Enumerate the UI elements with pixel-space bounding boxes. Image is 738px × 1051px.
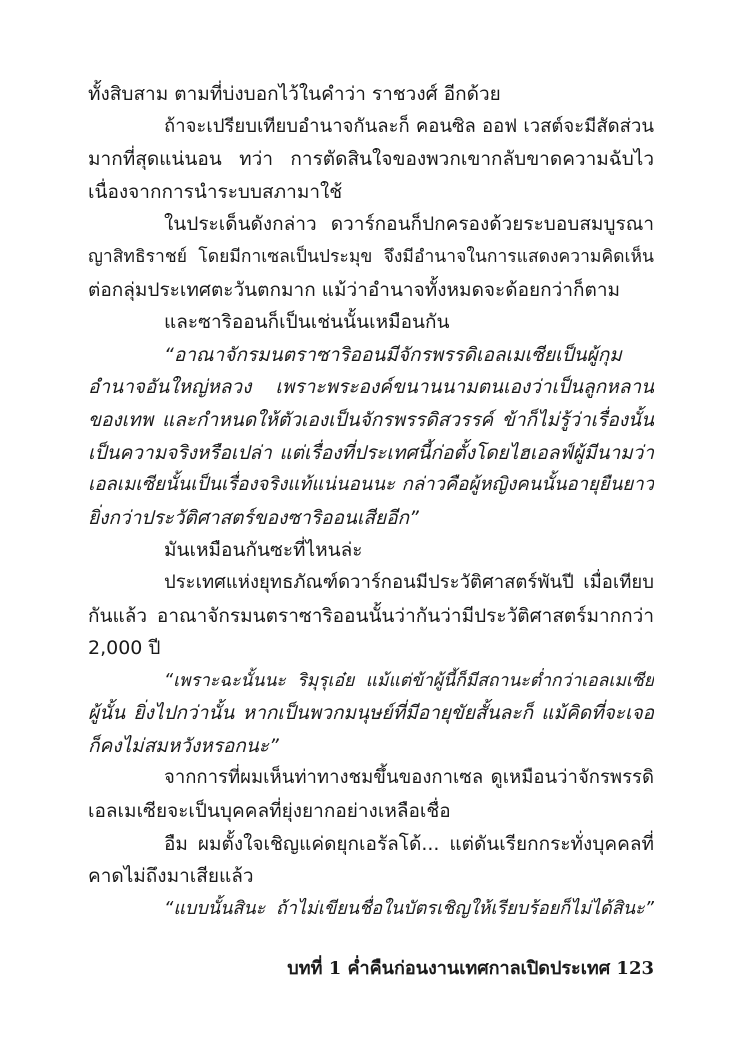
dialogue-line: ก็คงไม่สมหวังหรอกนะ” (88, 734, 279, 757)
text-line: ประเทศแห่งยุทธภัณฑ์ดวาร์กอนมีประวัติศาสตร์พันปี เมื่อเทียบ (164, 571, 654, 593)
text-line: คาดไม่ถึงมาเสียแล้ว (88, 865, 254, 888)
text-line: ต่อกลุ่มประเทศตะวันตกมาก แม้ว่าอำนาจทั้งหมดจะด้อยกว่าก็ตาม (88, 278, 621, 301)
text-line: และซาริออนก็เป็นเช่นนั้นเหมือนกัน (164, 311, 450, 334)
text-line: อืม ผมตั้งใจเชิญแค่ดยุกเอรัลโด้... แต่ดันเรียกกระทั่งบุคคลที่ (164, 832, 654, 855)
text-line: กันแล้ว อาณาจักรมนตราซาริออนนั้นว่ากันว่ามีประวัติศาสตร์มากกว่า (88, 604, 654, 627)
dialogue-line: “เพราะฉะนั้นนะ ริมุรุเอ๋ย แม้แต่ข้าผู้นี้ก็มีสถานะต่ำกว่าเอลเมเซีย (164, 670, 654, 691)
page-body (88, 78, 654, 925)
text-line: เอลเมเซียจะเป็นบุคคลที่ยุ่งยากอย่างเหลือเชื่อ (88, 800, 451, 823)
dialogue-line: “แบบนั้นสินะ ถ้าไม่เขียนชื่อในบัตรเชิญให้เรียบร้อยก็ไม่ได้สินะ” (164, 897, 654, 919)
dialogue-line: เป็นความจริงหรือเปล่า แต่เรื่องที่ประเทศนี้ก่อตั้งโดยไฮเอลฟ์ผู้มีนามว่า (88, 441, 654, 464)
dialogue-line: ยิ่งกว่าประวัติศาสตร์ของซาริออนเสียอีก” (88, 506, 419, 529)
text-line: จากการที่ผมเห็นท่าทางชมขึ้นของกาเซล ดูเหมือนว่าจักรพรรดิ (164, 767, 654, 789)
dialogue-line: อำนาจอันใหญ่หลวง เพราะพระองค์ขนานนามตนเองว่าเป็นลูกหลาน (88, 376, 654, 399)
dialogue-line: “อาณาจักรมนตราซาริออนมีจักรพรรดิเอลเมเซียเป็นผู้กุม (164, 343, 622, 366)
dialogue-line: ผู้นั้น ยิ่งไปกว่านั้น หากเป็นพวกมนุษย์ที่มีอายุขัยสั้นละก็ แม้คิดที่จะเจอ (88, 702, 654, 725)
dialogue-line: เอลเมเซียนั้นเป็นเรื่องจริงแท้แน่นอนนะ กล่าวคือผู้หญิงคนนั้นอายุยืนยาว (88, 474, 654, 496)
text-line: มันเหมือนกันซะที่ไหนล่ะ (164, 539, 363, 562)
dialogue-line: ของเทพ และกำหนดให้ตัวเองเป็นจักรพรรดิสวรรค์ ข้าก็ไม่รู้ว่าเรื่องนั้น (88, 408, 654, 431)
text-line: เนื่องจากการนำระบบสภามาใช้ (88, 180, 343, 203)
text-line: ถ้าจะเปรียบเทียบอำนาจกันละก็ คอนซิล ออฟ เวสต์จะมีสัดส่วน (164, 115, 654, 137)
text-line: 2,000 ปี (88, 637, 161, 660)
text-line: ทั้งสิบสาม ตามที่บ่งบอกไว้ในคำว่า ราชวงศ์ อีกด้วย (88, 83, 501, 105)
text-line: ญาสิทธิราชย์ โดยมีกาเซลเป็นประมุข จึงมีอำนาจในการแสดงความคิดเห็น (88, 246, 654, 267)
text-line: ในประเด็นดังกล่าว ดวาร์กอนก็ปกครองด้วยระบอบสมบูรณา (164, 213, 654, 236)
running-footer: บทที่ 1 ค่ำคืนก่อนงานเทศกาลเปิดประเทศ 123 (287, 958, 654, 979)
text-line: มากที่สุดแน่นอน ทว่า การตัดสินใจของพวกเขากลับขาดความฉับไว (88, 148, 654, 171)
